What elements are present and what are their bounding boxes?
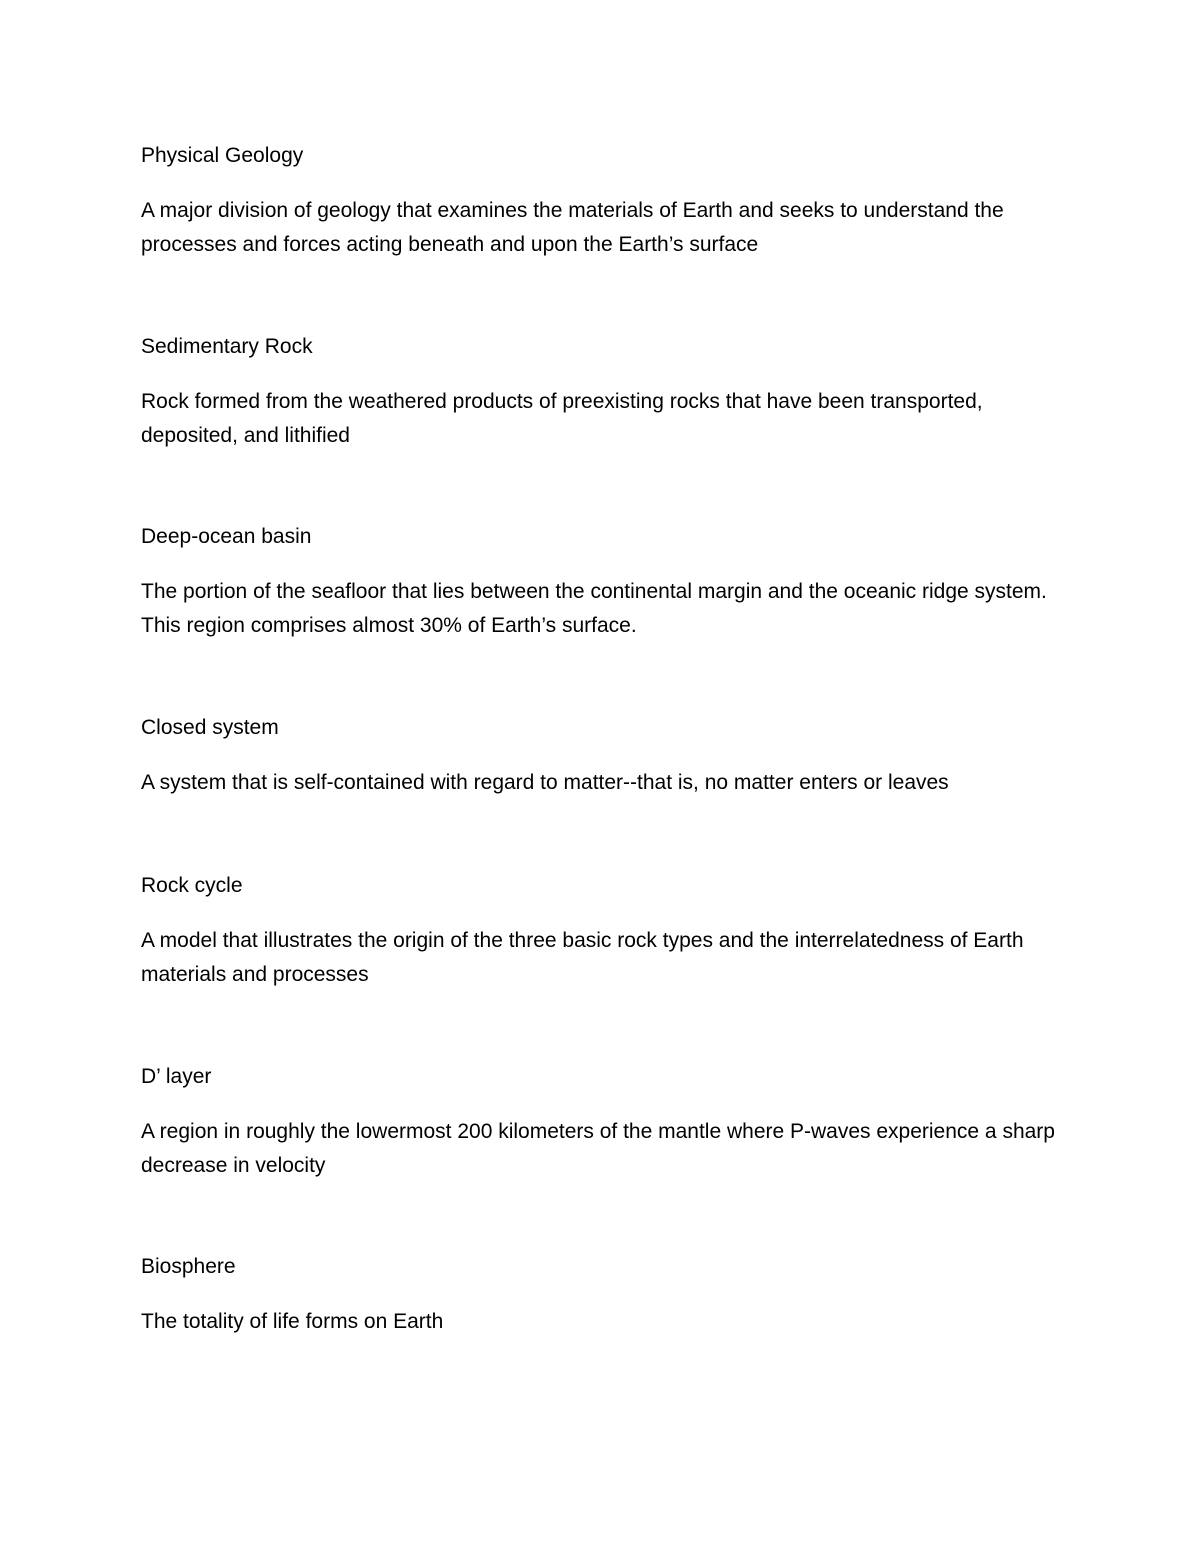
glossary-definition: The totality of life forms on Earth: [141, 1310, 444, 1333]
glossary-term: Physical Geology: [141, 144, 304, 167]
glossary-definition: A major division of geology that examines the materials of Earth and seeks to understand the processes and forces acting beneath and upon the Earth’s surface: [141, 199, 1004, 256]
glossary-term: Rock cycle: [141, 874, 243, 897]
glossary-definition: A system that is self-contained with regard to matter--that is, no matter enters or leaves: [141, 771, 949, 794]
glossary-term: Sedimentary Rock: [141, 335, 313, 358]
glossary-definition: A model that illustrates the origin of the three basic rock types and the interrelatedness of Earth materials and processes: [141, 929, 1024, 986]
glossary-term: Closed system: [141, 716, 279, 739]
glossary-definition: The portion of the seafloor that lies between the continental margin and the oceanic ridge system. This region comprises almost 30% of Earth’s surface.: [141, 580, 1047, 637]
glossary-term: D’ layer: [141, 1065, 212, 1088]
glossary-entry: [141, 872, 1071, 992]
glossary-definition: A region in roughly the lowermost 200 kilometers of the mantle where P-waves experience a sharp decrease in velocity: [141, 1120, 1055, 1177]
glossary-entry: [141, 523, 1071, 643]
glossary-entry: [141, 1253, 1071, 1339]
glossary-entry: [141, 142, 1071, 262]
glossary-entry: [141, 1063, 1071, 1183]
glossary-term: Biosphere: [141, 1255, 236, 1278]
glossary-term: Deep-ocean basin: [141, 525, 312, 548]
glossary-entry: [141, 714, 1071, 800]
glossary-entry: [141, 333, 1071, 453]
glossary-definition: Rock formed from the weathered products of preexisting rocks that have been transported, deposited, and lithified: [141, 390, 983, 447]
